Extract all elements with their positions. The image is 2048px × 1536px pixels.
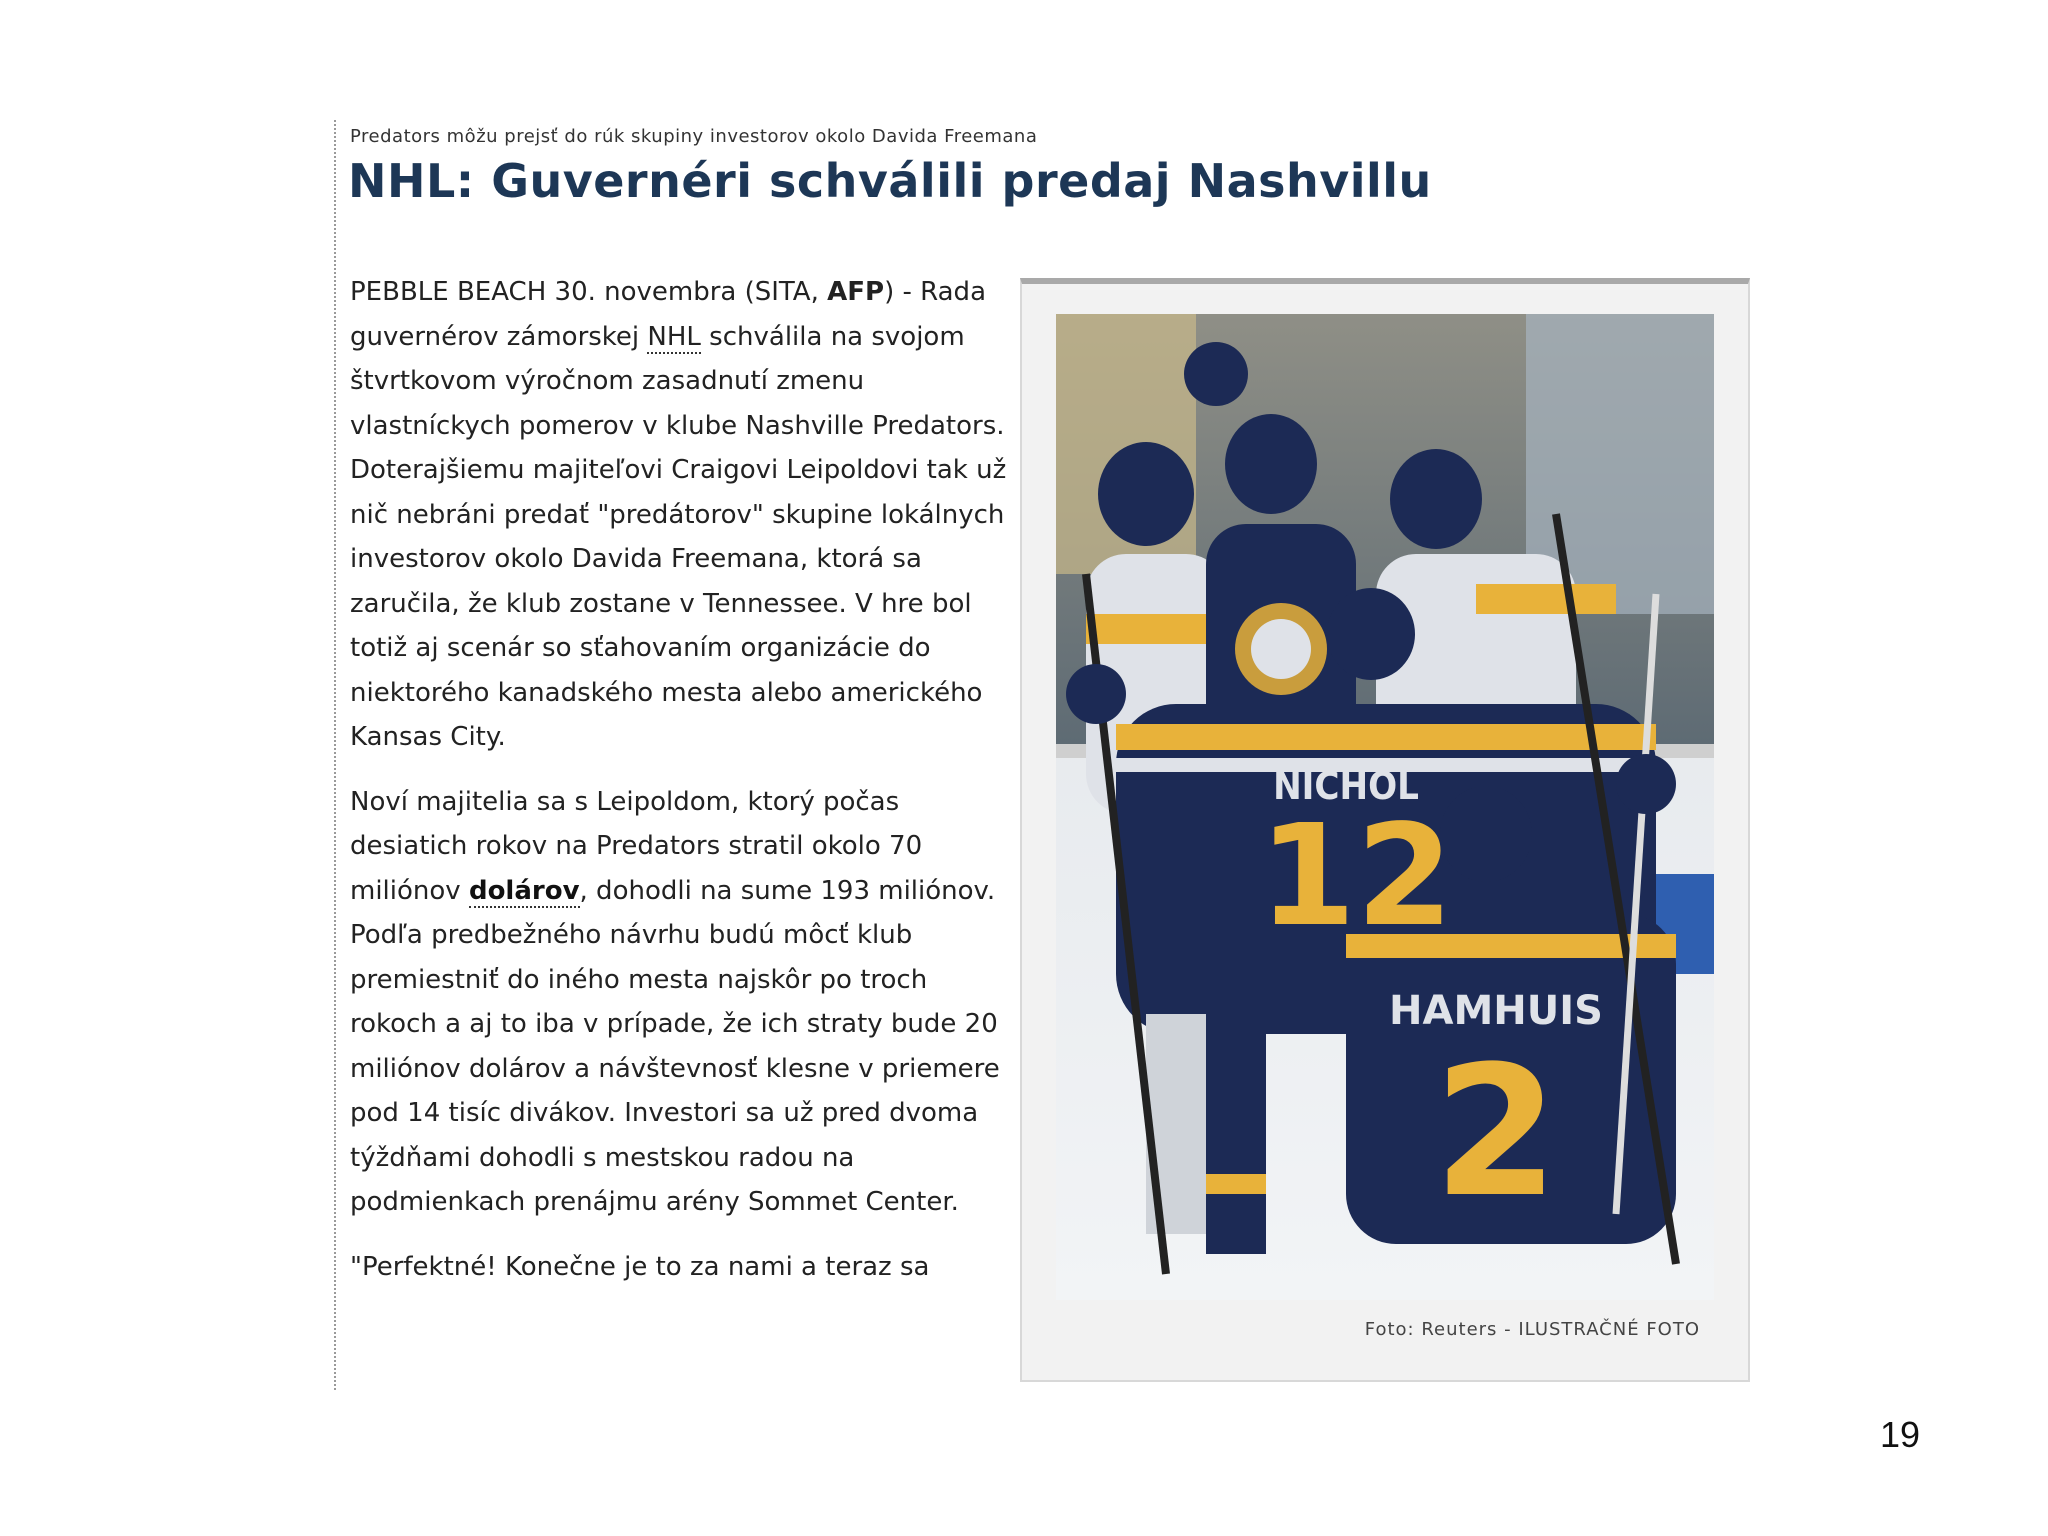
paragraph-3: "Perfektné! Konečne je to za nami a teraz sa: [350, 1251, 930, 1282]
paragraph-2: [350, 780, 1020, 1225]
photo-caption: Foto: Reuters - ILUSTRAČNÉ FOTO: [1364, 1319, 1700, 1340]
paragraph-1-text-a: PEBBLE BEACH 30. novembra (SITA,: [350, 277, 828, 307]
paragraph-1-text-c: schválila na svojom štvrtkovom výročnom zasadnutí zmenu vlastníckych pomerov v klube Nashville Predators. Doterajšiemu majiteľovi Craigovi Leipoldovi tak už nič nebráni predať "predátorov" skupine lokálnych investorov okolo Davida Freemana, ktorá sa zaručila, že klub zostane v Tennessee. V hre bol totiž aj scenár so sťahovaním organizácie do niektorého kanadského mesta alebo amerického Kansas City.: [350, 321, 1007, 752]
hockey-photo-illustration: [1056, 314, 1714, 1300]
jersey-number-1: 12: [1258, 795, 1454, 958]
paragraph-1-text-b: ) - Rada guvernérov zámorskej: [350, 277, 986, 352]
jersey-name-2: HAMHUIS: [1389, 988, 1603, 1034]
slide-page-number: 19: [1880, 1414, 1921, 1455]
jersey-number-2: 2: [1433, 1028, 1559, 1237]
paragraph-2-text-b: , dohodli na sume 193 miliónov. Podľa predbežného návrhu budú môcť klub premiestniť do iného mesta najskôr po troch rokoch a aj to iba v prípade, že ich straty bude 20 miliónov dolárov a návštevnosť klesne v priemere pod 14 tisíc divákov. Investori sa už pred dvoma týždňami dohodli s mestskou radou na podmienkach prenájmu arény Sommet Center.: [350, 875, 1000, 1217]
article-kicker: Predators môžu prejsť do rúk skupiny investorov okolo Davida Freemana: [350, 126, 1038, 147]
afp-source: AFP: [827, 277, 885, 307]
photo-box: [1020, 278, 1750, 1382]
dolarov-link[interactable]: dolárov: [468, 875, 580, 906]
news-article: [334, 120, 1766, 1390]
jersey-name-1: NICHOL: [1273, 764, 1419, 808]
nhl-keyword-link[interactable]: NHL: [647, 321, 701, 352]
paragraph-1: [350, 270, 1020, 760]
article-headline: NHL: Guvernéri schválili predaj Nashvillu: [348, 154, 1432, 208]
hockey-celebration-photo: [1056, 314, 1714, 1300]
paragraph-2-text-a: Noví majitelia sa s Leipoldom, ktorý počas desiatich rokov na Predators stratil okolo 70 miliónov: [350, 786, 923, 906]
article-body: [350, 270, 1020, 1309]
